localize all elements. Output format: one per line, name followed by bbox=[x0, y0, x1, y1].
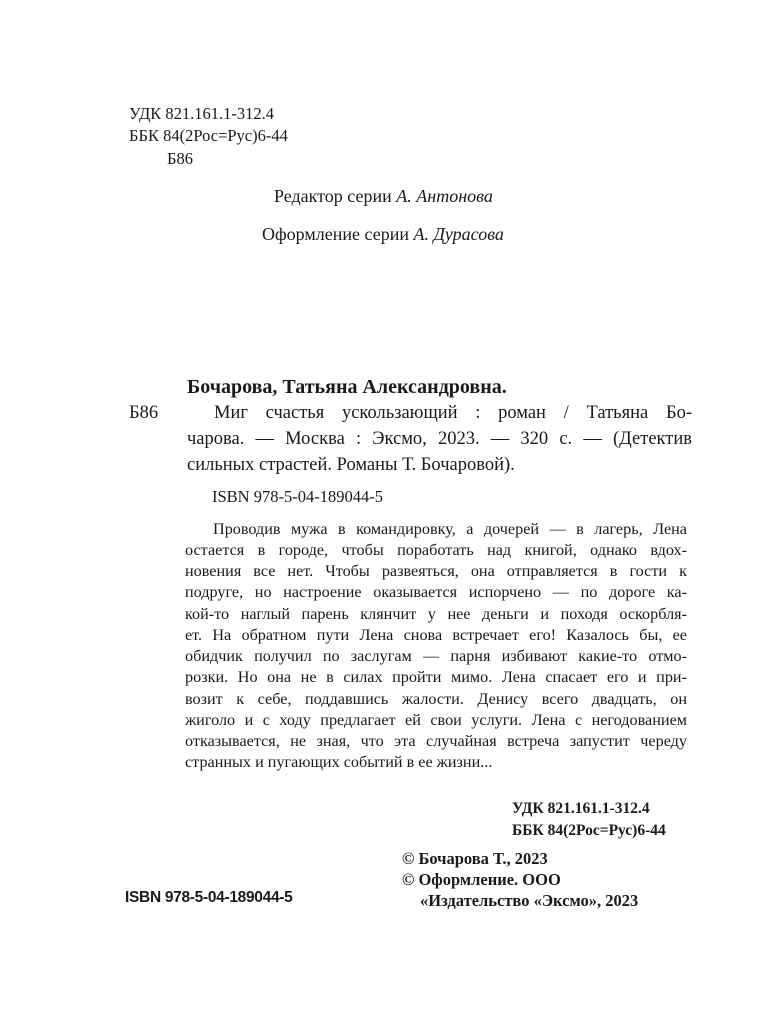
footer-udk-code: УДК 821.161.1-312.4 bbox=[512, 800, 650, 817]
annotation-line: ет. На обратном пути Лена снова встречает его! Казалось бы, ее bbox=[185, 626, 687, 644]
annotation-line: Проводив мужа в командировку, а дочерей — в лагерь, Лена bbox=[213, 520, 687, 538]
catalog-mark: Б86 bbox=[129, 403, 159, 423]
copyright-design: © Оформление. ООО bbox=[402, 870, 561, 889]
annotation-line: возит к себе, поддавшись жалости. Денису всего двадцать, он bbox=[185, 690, 687, 708]
series-designer-name: А. Дурасова bbox=[413, 224, 504, 244]
annotation-line: отказывается, не зная, что эта случайная встреча запустит череду bbox=[185, 732, 687, 750]
annotation-line: розки. Но она не в силах пройти мимо. Лена спасает его и при- bbox=[185, 668, 687, 686]
catalog-line-1: Миг счастья ускользающий : роман / Татьяна Бо- bbox=[214, 403, 692, 423]
series-editor-role: Редактор серии bbox=[274, 186, 392, 206]
author-mark: Б86 bbox=[167, 149, 193, 168]
annotation-line: странных и пугающих событий в ее жизни... bbox=[185, 753, 493, 771]
catalog-author: Бочарова, Татьяна Александровна. bbox=[187, 376, 507, 398]
annotation-line: обидчик получил по заслугам — парня избивают какие-то отмо- bbox=[185, 647, 687, 665]
series-editor-name: А. Антонова bbox=[396, 186, 493, 206]
annotation-line: кой-то наглый парень клянчит у нее деньги и походя оскорбля- bbox=[185, 605, 687, 623]
footer-bbk-code: ББК 84(2Рос=Рус)6-44 bbox=[512, 822, 666, 839]
annotation-line: подруге, но настроение оказывается испорчено — по дороге ка- bbox=[185, 583, 687, 601]
annotation-line: жиголо и с ходу предлагает ей свои услуги. Лена с негодованием bbox=[185, 711, 687, 729]
footer-isbn: ISBN 978-5-04-189044-5 bbox=[125, 889, 293, 906]
annotation-line: остается в городе, чтобы поработать над книгой, однако вдох- bbox=[185, 541, 687, 559]
series-design-credit bbox=[262, 224, 504, 245]
copyright-publisher: «Издательство «Эксмо», 2023 bbox=[420, 891, 639, 910]
catalog-line-3: сильных страстей. Романы Т. Бочаровой). bbox=[187, 455, 515, 475]
catalog-isbn: ISBN 978-5-04-189044-5 bbox=[212, 487, 383, 506]
series-design-role: Оформление серии bbox=[262, 224, 409, 244]
bbk-code: ББК 84(2Рос=Рус)6-44 bbox=[129, 126, 288, 145]
annotation-line: новения все нет. Чтобы развеяться, она отправляется в гости к bbox=[185, 562, 687, 580]
copyright-author: © Бочарова Т., 2023 bbox=[402, 849, 548, 868]
series-editor-credit bbox=[274, 186, 493, 207]
udk-code: УДК 821.161.1-312.4 bbox=[129, 104, 275, 123]
catalog-line-2: чарова. — Москва : Эксмо, 2023. — 320 с. — (Детектив bbox=[187, 429, 692, 449]
